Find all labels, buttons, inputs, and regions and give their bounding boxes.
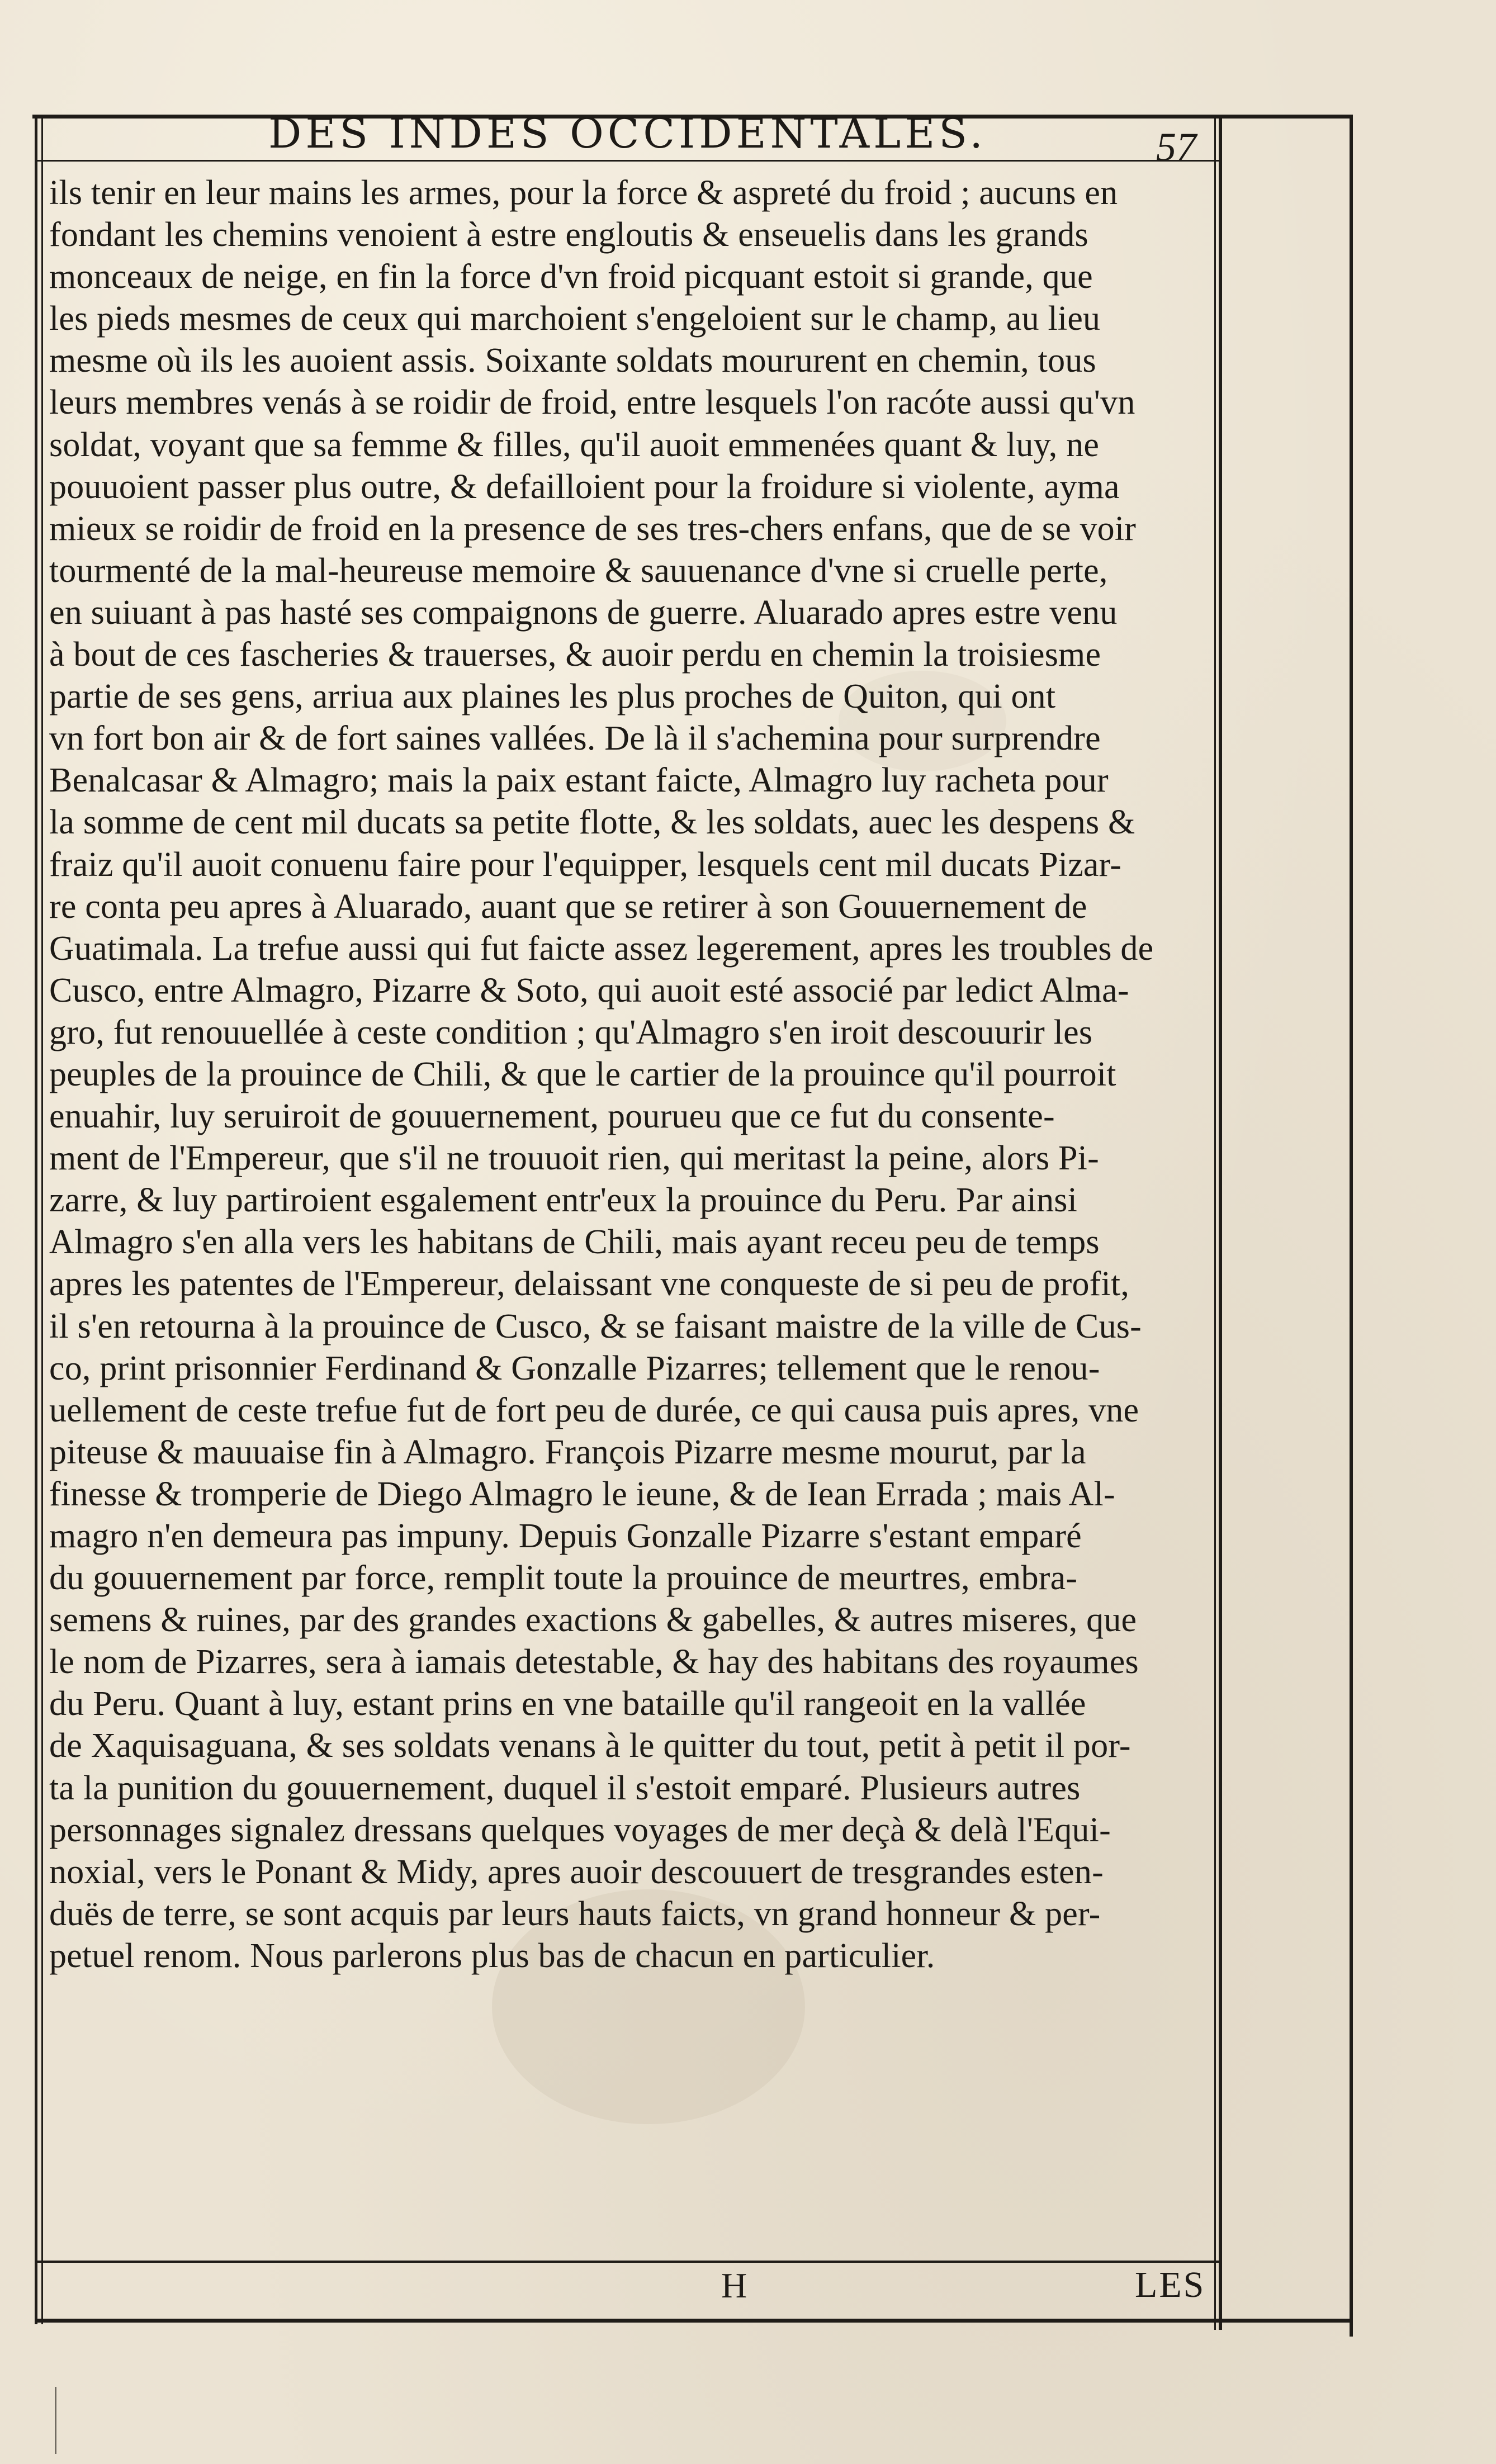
frame-left-outer-rule bbox=[35, 116, 37, 2324]
frame-right-outer-rule bbox=[1219, 116, 1222, 2330]
frame-right-inner-rule bbox=[1214, 116, 1216, 2330]
header-underline-rule bbox=[35, 160, 1222, 162]
page-edge-rule bbox=[1350, 115, 1353, 2337]
frame-bottom-outer-rule bbox=[35, 2319, 1353, 2323]
running-title: DES INDES OCCIDENTALES. bbox=[268, 110, 987, 158]
signature-mark: H bbox=[721, 2266, 747, 2305]
frame-bottom-inner-rule bbox=[35, 2261, 1222, 2263]
frame-left-inner-rule bbox=[41, 116, 43, 2324]
margin-mark bbox=[55, 2387, 56, 2454]
page-number: 57 bbox=[1156, 125, 1196, 169]
catchword: LES bbox=[1135, 2264, 1206, 2305]
body-text: ils tenir en leur mains les armes, pour la force & aspreté du froid ; aucuns en fondant les chemins venoient à estre engloutis & enseuelis dans les grands monceaux de neige, en fin la force d'vn froid picquant estoit si grande, que les pieds mesmes de ceux qui marchoient s'engeloient sur le champ, au lieu mesme où ils les auoient assis. Soixante soldats moururent en chemin, tous leurs membres venás à se roidir de froid, entre lesquels l'on racóte aussi qu'vn soldat, voyant que sa femme & filles, qu'il auoit emmenées quant & luy, ne pouuoient passer plus outre, & defailloient pour la froidure si violente, ayma mieux se roidir de froid en la presence de ses tres-chers enfans, que de se voir tourmenté de la mal-heureuse memoire & sauuenance d'vne si cruelle perte, en suiuant à pas hasté ses compaignons de guerre. Aluarado apres estre venu à bout de ces fascheries & trauerses, & auoir perdu en chemin la troisiesme partie de ses gens, arriua aux plaines les plus proches de Quiton, qui ont vn fort bon air & de fort saines vallées. De là il s'achemina pour surprendre Benalcasar & Almagro; mais la paix estant faicte, Almagro luy racheta pour la somme de cent mil ducats sa petite flotte, & les soldats, auec les despens & fraiz qu'il auoit conuenu faire pour l'equipper, lesquels cent mil ducats Pizar- re conta peu apres à Aluarado, auant que se retirer à son Gouuernement de Guatimala. La trefue aussi qui fut faicte assez legerement, apres les troubles de Cusco, entre Almagro, Pizarre & Soto, qui auoit esté associé par ledict Alma- gro, fut renouuellée à ceste condition ; qu'Almagro s'en iroit descouurir les peuples de la prouince de Chili, & que le cartier de la prouince qu'il pourroit enuahir, luy seruiroit de gouuernement, pourueu que ce fut du consente- ment de l'Empereur, que s'il ne trouuoit rien, qui meritast la peine, alors Pi- zarre, & luy partiroient esgalement entr'eux la prouince du Peru. Par ainsi Almagro s'en alla vers les habitans de Chili, mais ayant receu peu de temps apres les patentes de l'Empereur, delaissant vne conqueste de si peu de profit, il s'en retourna à la prouince de Cusco, & se faisant maistre de la ville de Cus- co, print prisonnier Ferdinand & Gonzalle Pizarres; tellement que le renou- uellement de ceste trefue fut de fort peu de durée, ce qui causa puis apres, vne piteuse & mauuaise fin à Almagro. François Pizarre mesme mourut, par la finesse & tromperie de Diego Almagro le ieune, & de Iean Errada ; mais Al- magro n'en demeura pas impuny. Depuis Gonzalle Pizarre s'estant emparé du gouuernement par force, remplit toute la prouince de meurtres, embra- semens & ruines, par des grandes exactions & gabelles, & autres miseres, que le nom de Pizarres, sera à iamais detestable, & hay des habitans des royaumes du Peru. Quant à luy, estant prins en vne bataille qu'il rangeoit en la vallée de Xaquisaguana, & ses soldats venans à le quitter du tout, petit à petit il por- ta la punition du gouuernement, duquel il s'estoit emparé. Plusieurs autres personnages signalez dressans quelques voyages de mer deçà & delà l'Equi- noxial, vers le Ponant & Midy, apres auoir descouuert de tresgrandes esten- duës de terre, se sont acquis par leurs hauts faicts, vn grand honneur & per- petuel renom. Nous parlerons plus bas de chacun en particulier. bbox=[49, 174, 1154, 1975]
